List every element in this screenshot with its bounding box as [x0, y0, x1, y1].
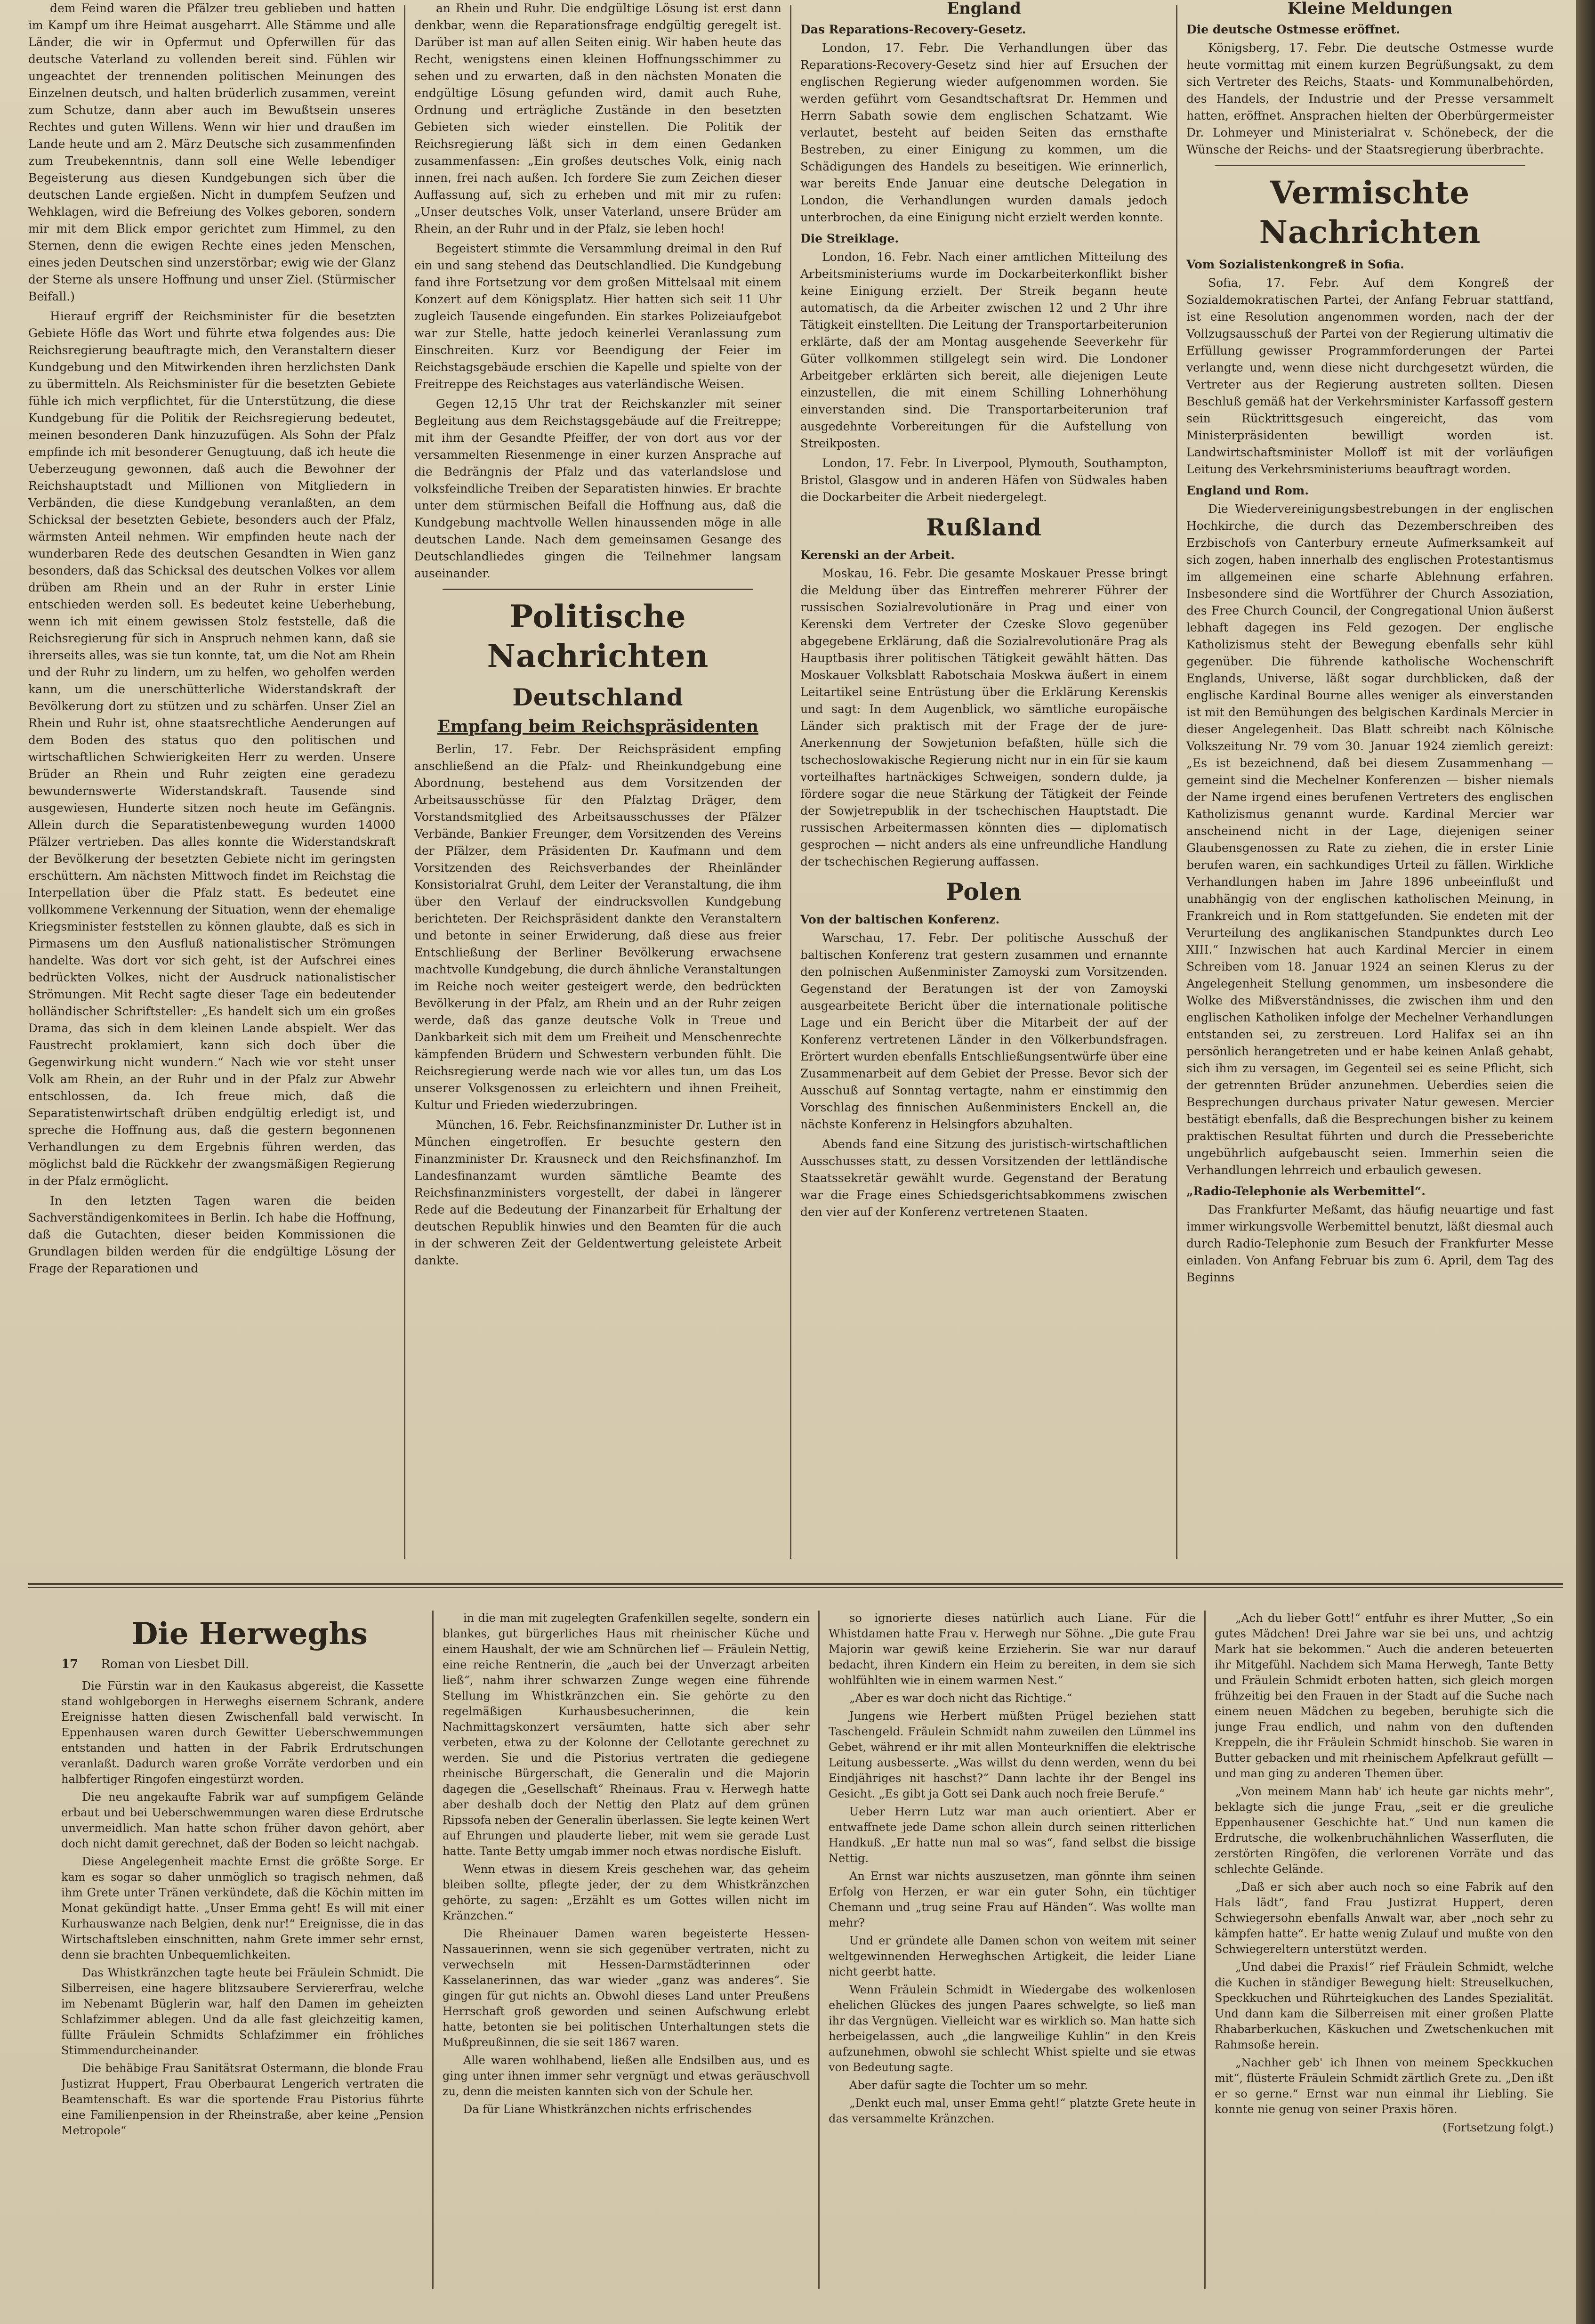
strike-kicker: Die Streiklage.	[800, 232, 899, 245]
small-news-heading: Kleine Meldungen	[1287, 0, 1453, 18]
paragraph: Wenn etwas in diesem Kreis geschehen war, das geheim bleiben sollte, pflegte jeder, der zu dem Whistkränzchen gehörte, zu sagen: „Erzählt es um Gottes willen nicht im Kränzchen.“	[443, 1862, 810, 1922]
section-divider	[1215, 165, 1525, 166]
reparations-kicker: Das Reparations-Recovery-Gesetz.	[800, 23, 1026, 36]
column-rule	[818, 1611, 820, 2289]
kerenski-kicker: Kerenski an der Arbeit.	[800, 548, 955, 562]
paragraph: Jungens wie Herbert müßten Prügel beziehen statt Taschengeld. Fräulein Schmidt nahm zuweilen den Lümmel ins Gebet, während er ihr mit allen Monteurkniffen die elektrische Leitung ausbesserte. „Was willst du denn werden, wenn du bei Eindjähriges nit haschst?“ Dann lachte ihr der Bengel ins Gesicht. „Es gibt ja Gott sei Dank auch noch freie Berufe.“	[829, 1709, 1196, 1800]
column-rule	[1176, 5, 1177, 1559]
paragraph: Moskau, 16. Febr. Die gesamte Moskauer Presse bringt die Meldung über das Eintreffen mehrerer Führer der russischen Sozialrevolutionäre in Prag und einer von Kerenski dem Vertreter der Czeske Slovo gegenüber abgegebene Erklärung, daß die Sozialrevolutionäre Prag als Hauptbasis ihrer politischen Tätigkeit gewählt hätten. Das Moskauer Volksblatt Rabotschaia Moskwa äußert in einem Leitartikel seine Entrüstung über die Erklärung Kerenskis und sagt: In dem Augenblick, wo sämtliche europäische Länder sich praktisch mit der Frage der de jure-Anerkennung der Sowjetunion befaßten, hülle sich die tschechoslowakische Regierung nicht nur in ein für sie kaum vorteilhaftes hartnäckiges Schweigen, sondern dulde, ja fördere sogar die neue Stärkung der Tätigkeit der Feinde der Sowjetrepublik in der tschechischen Hauptstadt. Die russischen Arbeitermassen könnten dies — diplomatisch gesprochen — nicht anders als eine unfreundliche Handlung der tschechischen Regierung auffassen.	[800, 567, 1168, 868]
page-edge-shadow	[1576, 0, 1595, 2324]
serial-column-4	[1215, 1611, 1554, 2303]
column-1	[28, 0, 395, 1573]
continuation-note: (Fortsetzung folgt.)	[1442, 2121, 1554, 2134]
paragraph: in die man mit zugelegten Grafenkillen segelte, sondern ein blankes, gut bürgerliches Haus mit rheinischer Küche und einem Haushalt, der wie am Schnürchen lief — Fräulein Nettig, eine reiche Rentnerin, die „auch bei der Unverzagt arbeiten ließ“, nahm ihrer schwarzen Zunge wegen eine führende Stellung im Whistkränzchen ein. Sie gehörte zu den regelmäßigen Kurhausbesucherinnen, die kein Nachmittagskonzert versäumten, hatte sich aber sehr verbeten, etwa zu der Kolonne der Cellotante gerechnet zu werden. Sie und die Pistorius vertraten die gediegene rheinische Bürgerschaft, die Generalin und die Majorin dagegen die „Gesellschaft“ Rheinaus. Frau v. Herwegh hatte aber deshalb doch der Nettig den Platz auf dem grünen Ripssofa neben der Generalin überlassen. Sie legte keinen Wert auf Ehrungen und plauderte lieber, mit wem sie gerade Lust hatte. Tante Betty umgab immer noch etwas nordische Eisluft.	[443, 1611, 810, 1858]
paragraph: Gegen 12,15 Uhr trat der Reichskanzler mit seiner Begleitung aus dem Reichstagsgebäude auf die Freitreppe; mit ihm der Gesandte Pfeiffer, der von dort aus vor der versammelten Riesenmenge in einer kurzen Ansprache auf die Bedrängnis der Pfalz und das vaterlandslose und volksfeindliche Treiben der Separatisten hinwies. Er brachte unter dem stürmischen Beifall die Hoffnung aus, daß die Kundgebung machtvolle Wellen hinaussenden möge in alle deutschen Lande. Nach dem gemeinsamen Gesange des Deutschlandliedes gingen die Teilnehmer langsam auseinander.	[414, 397, 781, 580]
paragraph: Abends fand eine Sitzung des juristisch-wirtschaftlichen Ausschusses statt, zu dessen Vorsitzenden der lettländische Staatssekretär gewählt wurde. Gegenstand der Beratung war die Frage eines Schiedsgerichtsabkommens zwischen den vier auf der Konferenz vertretenen Staaten.	[800, 1137, 1168, 1219]
serial-column-3	[829, 1611, 1196, 2303]
paragraph: „Daß er sich aber auch noch so eine Fabrik auf den Hals lädt“, fand Frau Justizrat Huppert, deren Schwiegersohn ebenfalls Anwalt war, aber „noch sehr zu kämpfen hatte“. Er hatte wenig Zulauf und mußte von den Schwiegereltern unterstützt werden.	[1215, 1880, 1554, 1956]
paragraph: Die Wiedervereinigungsbestrebungen in der englischen Hochkirche, die durch das Dezemberschreiben des Erzbischofs von Canterbury erneute Aufmerksamkeit auf sich zogen, haben innerhalb des englischen Protestantismus im allgemeinen eine scharfe Ablehnung erfahren. Insbesondere sind die Wortführer der Church Assoziation, des Free Church Council, der Congregational Union äußerst lebhaft dagegen ins Feld gezogen. Der englische Katholizismus steht der Bewegung ebenfalls sehr kühl gegenüber. Die führende katholische Wochenschrift Englands, Universe, läßt sogar durchblicken, daß der englische Kardinal Bourne alles weniger als einverstanden ist mit den Bemühungen des belgischen Kardinals Mercier in dieser Angelegenheit. Das Blatt schreibt nach Kölnische Volkszeitung Nr. 79 vom 30. Januar 1924 ziemlich gereizt: „Es ist bezeichnend, daß bei diesem Zusammenhang — gemeint sind die Mechelner Konferenzen — bisher niemals der Name irgend eines berufenen Vertreters des englischen Katholizismus genannt wurde. Kardinal Mercier war anscheinend nicht in der Lage, diejenigen seiner Glaubensgenossen zu Rate zu ziehen, die in erster Linie berufen waren, ein sachkundiges Urteil zu fällen. Wirkliche Verhandlungen haben im Jahre 1896 unbeeinflußt und unabhängig von der englischen katholischen Meinung, in Frankreich und in Rom stattgefunden. Sie endeten mit der Verurteilung des anglikanischen Standpunktes durch Leo XIII.“ Inzwischen hat auch Kardinal Mercier in einem Schreiben vom 18. Januar 1924 an seinen Klerus zu der Angelegenheit Stellung genommen, um insbesondere die Wolke des Mißverständnisses, die zwischen ihm und den englischen Katholiken infolge der Mechelner Verhandlungen entstanden sei, zu zerstreuen. Lord Halifax sei an ihn persönlich herangetreten und er habe keinen Anlaß gehabt, sich ihm zu versagen, im Gegenteil sei es seine Pflicht, sich der getrennten Brüder anzunehmen. Ueberdies seien die Besprechungen durchaus privater Natur gewesen. Mercier bestätigt ebenfalls, daß die Besprechungen bisher zu keinem praktischen Resultat führten und durch die Presseberichte ungebührlich aufgebauscht seien. Immerhin seien die Verhandlungen lehrreich und erbaulich gewesen.	[1186, 502, 1554, 1177]
serial-number: 17	[61, 1657, 79, 1671]
paragraph: Diese Angelegenheit machte Ernst die größte Sorge. Er kam es sogar so daher unmöglich so tragisch nehmen, daß ihm Grete unter Tränen verkündete, daß die Köchin mitten im Monat gekündigt hatte. „Unser Emma geht! Es will mit einer Kurhauswanze nach Belgien, denk nur!“ Ereignisse, die in das Wirtschaftsleben einschnitten, nahm Grete immer sehr ernst, denn sie brachten Unbequemlichkeiten.	[61, 1855, 424, 1961]
paragraph: Königsberg, 17. Febr. Die deutsche Ostmesse wurde heute vormittag mit einem kurzen Begrüßungsakt, zu dem sich Vertreter des Reichs, Staats- und Kommunalbehörden, des Handels, der Industrie und der Presse versammelt hatten, eröffnet. Ansprachen hielten der Oberbürgermeister Dr. Lohmeyer und Ministerialrat v. Schönebeck, der die Wünsche der Reichs- und der Staatsregierung überbrachte.	[1186, 41, 1554, 156]
paragraph: „Nachher geb' ich Ihnen von meinem Speckkuchen mit“, flüsterte Fräulein Schmidt zärtlich Grete zu. „Den ißt er so gerne.“ Ernst war nun einmal ihr Liebling. Sie konnte nie genug von seiner Praxis hören.	[1215, 2056, 1554, 2116]
paragraph: Die Fürstin war in den Kaukasus abgereist, die Kassette stand wohlgeborgen in Herweghs eisernem Schrank, andere Ereignisse hatten diesen Zwischenfall bald verwischt. In Eppenhausen waren durch Gewitter Ueberschwemmungen entstanden und hatten in der Fabrik Erdrutschungen veranlaßt. Dadurch waren große Vorräte verdorben und ein halbfertiger Ringofen eingestürzt worden.	[61, 1679, 424, 1786]
paragraph: „Denkt euch mal, unser Emma geht!“ platzte Grete heute in das versammelte Kränzchen.	[829, 2097, 1196, 2125]
paragraph: Das Whistkränzchen tagte heute bei Fräulein Schmidt. Die Silberreisen, eine hagere blitzsaubere Serviererfrau, welche im Nebenamt Büglerin war, half den Damen im geheizten Schlafzimmer ablegen. Und da alle fast gleichzeitig kamen, füllte Fräulein Schmidts Schlafzimmer ein fröhliches Stimmendurcheinander.	[61, 1966, 424, 2057]
paragraph: Die neu angekaufte Fabrik war auf sumpfigem Gelände erbaut und bei Ueberschwemmungen waren diese Erdrutsche unvermeidlich. Man hatte schon früher davon gehört, aber doch nicht damit gerechnet, daß der Boden so leicht nachgab.	[61, 1790, 424, 1850]
column-rule	[404, 5, 405, 1559]
paragraph: München, 16. Febr. Reichsfinanzminister Dr. Luther ist in München eingetroffen. Er besuchte gestern den Finanzminister Dr. Krausneck und den Reichsfinanzhof. Im Landesfinanzamt wurden sämtliche Beamte des Reichsfinanzministers vorgestellt, der dabei in längerer Rede auf die Bedeutung der Finanzarbeit für Erhaltung der deutschen Republik hinwies und den Beamten für die auch in der schweren Zeit der Geldentwertung geleistete Arbeit dankte.	[414, 1118, 781, 1267]
section-divider	[443, 589, 753, 590]
paragraph: an Rhein und Ruhr. Die endgültige Lösung ist erst dann denkbar, wenn die Reparationsfrage endgültig geregelt ist. Darüber ist man auf allen Seiten einig. Wir haben heute das Recht, wenigstens einen kleinen Hoffnungsschimmer zu sehen und zu erwarten, daß in den nächsten Monaten die endgültige Lösung gefunden wird, damit auch Ruhe, Ordnung und erträgliche Zustände in den besetzten Gebieten sich wieder einstellen. Die Politik der Reichsregierung läßt sich in dem einen Gedanken zusammenfassen: „Ein großes deutsches Volk, einig nach innen, frei nach außen. Ich fordere Sie zum Zeichen dieser Auffassung auf, sich zu erheben und mit mir zu rufen: „Unser deutsches Volk, unser Vaterland, unsere Brüder am Rhein, an der Ruhr und in der Pfalz, sie leben hoch!	[414, 1, 781, 235]
ostmesse-kicker: Die deutsche Ostmesse eröffnet.	[1186, 23, 1401, 36]
column-4	[1186, 0, 1554, 1573]
sofia-kicker: Vom Sozialistenkongreß in Sofia.	[1186, 258, 1404, 271]
baltic-kicker: Von der baltischen Konferenz.	[800, 913, 1000, 926]
paragraph: Berlin, 17. Febr. Der Reichspräsident empfing anschließend an die Pfalz- und Rheinkundgebung eine Abordnung, bestehend aus dem Vorsitzenden der Arbeitsausschüsse für den Pfalztag Dräger, dem Vorstandsmitglied des Arbeitsausschusses der Pfälzer Verbände, Bankier Freunger, dem Vorsitzenden des Vereins der Pfälzer, dem Präsidenten Dr. Kaufmann und dem Vorsitzenden des Reichsverbandes der Rheinländer Konsistorialrat Gruhl, dem Leiter der Veranstaltung, die ihm über den Verlauf der eindrucksvollen Kundgebung berichteten. Der Reichspräsident dankte den Veranstaltern und betonte in seiner Erwiderung, daß diese aus freier Entschließung der Berliner Bevölkerung erwachsene machtvolle Kundgebung, die durch ähnliche Veranstaltungen im Reiche noch weiter gesteigert werde, den bedrückten Bevölkerung in der Pfalz, am Rhein und an der Ruhr zeigen werde, daß das ganze deutsche Volk in Treue und Dankbarkeit sich mit dem um Freiheit und Menschenrechte kämpfenden Brüdern und Schwestern verbunden fühlt. Die Reichsregierung werde nach wie vor alles tun, um das Los unserer Volksgenossen zu erleichtern und ihnen Freiheit, Kultur und Frieden wiederzubringen.	[414, 742, 781, 1112]
politics-heading: Politische Nachrichten	[487, 598, 709, 674]
paragraph: Die behäbige Frau Sanitätsrat Ostermann, die blonde Frau Justizrat Huppert, Frau Oberbaurat Lengerich vertraten die Beamtenschaft. Es war die sportende Frau Pistorius führte eine Familienpension in der Rheinstraße, aber keine „Pension Metropole“	[61, 2062, 424, 2137]
paragraph: London, 17. Febr. In Liverpool, Plymouth, Southampton, Bristol, Glasgow und in anderen Häfen von Südwales haben die Dockarbeiter die Arbeit niedergelegt.	[800, 456, 1168, 504]
paragraph: Alle waren wohlhabend, ließen alle Endsilben aus, und es ging unter ihnen immer sehr vergnügt und etwas geräuschvoll zu, denn die meisten kannten sich von der Schule her.	[443, 2054, 810, 2098]
serial-column-1	[61, 1611, 424, 2303]
paragraph: „Von meinem Mann hab' ich heute gar nichts mehr“, beklagte sich die junge Frau, „seit er die greuliche Eppenhausener Geschichte hat.“ Und nun kamen die Erdrutsche, die wolkenbruchähnlichen Wasserfluten, die zerstörten Ringöfen, die verlorenen Vorräte und das schlechte Gelände.	[1215, 1785, 1554, 1876]
paragraph: In den letzten Tagen waren die beiden Sachverständigenkomitees in Berlin. Ich habe die Hoffnung, daß die Gutachten, dieser beiden Kommissionen die Grundlagen bilden werden für die endgültige Lösung der Frage der Reparationen und	[28, 1194, 395, 1275]
germany-heading: Deutschland	[512, 683, 684, 711]
paragraph: Aber dafür sagte die Tochter um so mehr.	[849, 2079, 1088, 2092]
paragraph: so ignorierte dieses natürlich auch Liane. Für die Whistdamen hatte Frau v. Herwegh nur Söhne. „Die gute Frau Majorin war gewiß keine Erzieherin. Sie war nur darauf bedacht, ihren Kindern ein Heim zu bereiten, in dem sie sich wohlfühlten wie in einem warmen Nest.“	[829, 1611, 1196, 1687]
column-2	[414, 0, 781, 1573]
paragraph: „Aber es war doch nicht das Richtige.“	[849, 1692, 1072, 1705]
paragraph: Begeistert stimmte die Versammlung dreimal in den Ruf ein und sang stehend das Deutschlandlied. Die Kundgebung fand ihre Fortsetzung vor dem großen Mittelsaal mit einem Konzert auf dem Königsplatz. Hier hatten sich seit 11 Uhr zugleich Tausende eingefunden. Ein starkes Polizeiaufgebot war zur Stelle, hatte jedoch keinerlei Veranlassung zum Einschreiten. Kurz vor Beendigung der Feier im Reichstagsgebäude erschien die Kapelle und spielte von der Freitreppe des Reichstages aus vaterländische Weisen.	[414, 242, 781, 391]
serial-author: Roman von Liesbet Dill.	[101, 1657, 250, 1671]
paragraph: Hierauf ergriff der Reichsminister für die besetzten Gebiete Höfle das Wort und führte etwa folgendes aus: Die Reichsregierung beauftragte mich, den Veranstaltern dieser Kundgebung und den Mitwirkenden ihren herzlichsten Dank zu übermitteln. Als Reichsminister für die besetzten Gebiete fühle ich mich verpflichtet, für die Unterstützung, die diese Kundgebung für die Politik der Reichsregierung bedeutet, meinen besonderen Dank hinzuzufügen. Als Sohn der Pfalz empfinde ich mit besonderer Genugtuung, daß ich heute die Ueberzeugung gewonnen, daß auch die Bewohner der Reichshauptstadt und Millionen von Mitgliedern in Verbänden, die diese Kundgebung veranlaßten, an dem Schicksal der besetzten Gebiete, besonders auch der Pfalz, wärmsten Anteil nehmen. Wir empfinden heute nach der wunderbaren Rede des deutschen Gesandten in Wien ganz besonders, daß das Schicksal des deutschen Volkes vor allem drüben am Rhein und an der Ruhr in erster Linie entschieden werden soll. Es bedeutet keine Ueberhebung, wenn ich mit einem gewissen Stolz feststelle, daß die Reichsregierung für sich in Anspruch nehmen kann, daß sie ihrerseits alles, was sie tun konnte, tat, um die Not am Rhein und der Ruhr zu lindern, um zu helfen, wo geholfen werden kann, um die unerschütterliche Widerstandskraft der Bevölkerung dort zu stützen und zu schärfen. Unser Ziel an Rhein und Ruhr ist, ohne staatsrechtliche Aenderungen auf dem Boden des status quo den politischen und wirtschaftlichen Schwierigkeiten Herr zu werden. Unsere Brüder an Rhein und Ruhr zeigten eine geradezu bewundernswerte Widerstandskraft. Tausende sind ausgewiesen, Hunderte sitzen noch heute im Gefängnis. Allein durch die Separatistenbewegung wurden 14000 Pfälzer vertrieben. Das alles konnte die Widerstandskraft der Bevölkerung der besetzten Gebiete nicht im geringsten erschüttern. Am nächsten Mittwoch findet im Reichstag die Interpellation über die Pfalz statt. Es bedeutet eine vollkommene Verkennung der Situation, wenn der ehemalige Kriegsminister feststellen zu können glaubte, daß es sich in Pirmasens um den Ausfluß nationalistischer Strömungen handelte. Was dort vor sich geht, ist der Aufschrei eines bedrückten Volkes, nicht der Ausdruck nationalistischer Strömungen. Mit Recht sagte dieser Tage ein bedeutender holländischer Schriftsteller: „Es handelt sich um ein großes Drama, das sich in dem kleinen Lande abspielt. Wer das Faustrecht proklamiert, kann sich doch über die Gegenwirkung nicht wundern.“ Nach wie vor steht unser Volk am Rhein, an der Ruhr und in der Pfalz zur Abwehr entschlossen, da. Ich freue mich, daß die Separatistenwirtschaft drüben endgültig erledigt ist, und spreche die Hoffnung aus, daß die gestern begonnenen Verhandlungen zu dem Ergebnis führen werden, das möglichst bald die Rückkehr der zwangsmäßigen Regierung in der Pfalz ermöglicht.	[28, 309, 395, 1188]
paragraph: Da für Liane Whistkränzchen nichts erfrischendes	[463, 2103, 752, 2116]
paragraph: Sofia, 17. Febr. Auf dem Kongreß der Sozialdemokratischen Partei, der Anfang Februar stattfand, ist eine Resolution angenommen worden, nach der der Vollzugsausschuß der Partei von der Regierung ultimativ die Erfüllung gewisser Programmforderungen der Partei verlangte und, wenn diese nicht durchgesetzt würden, die Vertreter aus der Regierung austreten sollten. Diesen Beschluß gemäß hat der Verkehrsminister Karfassoff gestern sein Rücktrittsgesuch eingereicht, das vom Ministerpräsidenten bewilligt worden ist. Landwirtschaftsminister Molloff ist mit der vorläufigen Leitung des Verkehrsministeriums beauftragt worden.	[1186, 276, 1554, 476]
paragraph: London, 16. Febr. Nach einer amtlichen Mitteilung des Arbeitsministeriums wurde im Dockarbeiterkonflikt bisher keine Einigung erzielt. Der Streik begann heute automatisch, da die Arbeiter zwischen 12 und 2 Uhr ihre Tätigkeit einstellten. Die Leitung der Transportarbeiterunion erklärte, daß der am Montag ausgehende Seeverkehr für Güter vollkommen stillgelegt sein wird. Die Londoner Arbeitgeber erklärten sich bereit, alle diejenigen Leute einzustellen, die mit einem Schilling Lohnerhöhung einverstanden sind. Die Transportarbeiterunion traf ausgedehnte Vorbereitungen für die Aufstellung von Streikposten.	[800, 250, 1168, 450]
paragraph: Ueber Herrn Lutz war man auch orientiert. Aber er entwaffnete jede Dame schon allein durch seinen ritterlichen Handkuß. „Er hatte nun mal so was“, fand selbst die bissige Nettig.	[829, 1805, 1196, 1865]
paragraph: Wenn Fräulein Schmidt in Wiedergabe des wolkenlosen ehelichen Glückes des jungen Paares schwelgte, so ließ man ihr das Vergnügen. Vielleicht war es wirklich so. Man hatte sich herbeigelassen, auch „die langweilige Kuhlin“ in den Kreis aufzunehmen, obwohl sie schlecht Whist spielte und sie etwas von Bedeutung sagte.	[829, 1983, 1196, 2074]
column-rule	[1204, 1611, 1206, 2289]
feuilleton-rule	[28, 1587, 1563, 1588]
paragraph: Warschau, 17. Febr. Der politische Ausschuß der baltischen Konferenz trat gestern zusammen und ernannte den polnischen Außenminister Zamoyski zum Vorsitzenden. Gegenstand der Beratungen ist der von Zamoyski ausgearbeitete Bericht über die internationale politische Lage und ein Bericht über die Mitarbeit der auf der Konferenz vertretenen Länder in den Völkerbundsfragen. Erörtert wurden ebenfalls Entschließungsentwürfe über eine Zusammenarbeit auf dem Gebiet der Presse. Bevor sich der Ausschuß auf Sonntag vertagte, nahm er einstimmig den Vorschlag des finnischen Außenministers Enckell an, die nächste Konferenz in Helsingfors abzuhalten.	[800, 931, 1168, 1131]
russia-heading: Rußland	[926, 513, 1042, 541]
feuilleton-rule	[28, 1583, 1563, 1585]
column-rule	[432, 1611, 434, 2289]
serial-byline	[61, 1656, 424, 1673]
paragraph: London, 17. Febr. Die Verhandlungen über das Reparations-Recovery-Gesetz sind hier auf Ersuchen der englischen Regierung wieder aufgenommen worden. Sie werden geführt vom Gesandtschaftsrat Dr. Hemmen und Herrn Sabath sowie dem englischen Schatzamt. Wie verlautet, besteht auf beiden Seiten das ernsthafte Bestreben, zu einer Einigung zu kommen, um die Schädigungen des Handels zu beseitigen. Wie erinnerlich, war bereits Ende Januar eine deutsche Delegation in London, die Verhandlungen wurden damals jedoch unterbrochen, da eine Einigung nicht erzielt werden konnte.	[800, 41, 1168, 224]
misc-news-heading: Vermischte Nachrichten	[1259, 174, 1481, 251]
paragraph: Die Rheinauer Damen waren begeisterte Hessen-Nassauerinnen, wenn sie sich gegenüber vertraten, nicht zu verwechseln mit Hessen-Darmstädterinnen oder Kasselanerinnen, das war wieder „ganz was anderes“. Sie gingen für gut nichts an. Obwohl dieses Land unter Preußens Herrschaft groß geworden und seinen Aufschwung erlebt hatte, betonten sie bei politischen Unterhaltungen stets die Mußpreußinnen, die sie seit 1867 waren.	[443, 1927, 810, 2049]
reception-heading: Empfang beim Reichspräsidenten	[437, 717, 758, 737]
serial-column-2	[443, 1611, 810, 2303]
england-heading: England	[947, 0, 1021, 18]
england-rome-kicker: England und Rom.	[1186, 484, 1309, 497]
serial-title: Die Herweghs	[132, 1616, 368, 1652]
paragraph: „Ach du lieber Gott!“ entfuhr es ihrer Mutter, „So ein gutes Mädchen! Drei Jahre war sie bei uns, und achtzig Mark hat sie bekommen.“ Auch die anderen beteuerten ihr Mitgefühl. Nachdem sich Mama Herwegh, Tante Betty und Fräulein Schmidt erboten hatten, sich gleich morgen frühzeitig bei den Frauen in der Stadt auf die Suche nach einem neuen Mädchen zu begeben, beruhigte sich die junge Frau endlich, und nahm von den duftenden Kreppeln, die ihr Fräulein Schmidt hinschob. Sie waren in Butter gebacken und mit rheinischem Apfelkraut gefüllt — und man ging zu anderen Themen über.	[1215, 1611, 1554, 1780]
paragraph: dem Feind waren die Pfälzer treu geblieben und hatten im Kampf um ihre Heimat ausgeharrt. Alle Stämme und alle Länder, die wir in Opfermut und Opferwillen für das deutsche Vaterland zu vollenden bereit sind. Fühlen wir ungeachtet der trennenden politischen Meinungen des Einzelnen deutsch, und halten brüderlich zusammen, vereint zum Schutze, dann aber auch im Bewußtsein unseres Rechtes und guten Willens. Wenn wir hier und draußen im Lande heute und am 2. März Deutsche sich zusammenfinden zum Treubekenntnis, dann soll eine Welle lebendiger Begeisterung aus diesen Kundgebungen sich über die deutschen Lande ergießen. Nicht in dumpfem Seufzen und Wehklagen, wird die Befreiung des Volkes geboren, sondern mir mit dem Blick empor gerichtet zum Himmel, zu den Sternen, denn die ewigen Rechte eines jeden Menschen, eines jeden Deutschen sind unzerstörbar; ewig wie der Glanz der Sterne als unsere Hoffnung und unser Ziel. (Stürmischer Beifall.)	[28, 1, 395, 303]
feuilleton-section	[19, 1592, 1572, 2308]
poland-heading: Polen	[946, 878, 1022, 906]
column-rule	[790, 5, 791, 1559]
radio-kicker: „Radio-Telephonie als Werbemittel“.	[1186, 1184, 1426, 1198]
news-section	[19, 0, 1572, 1582]
paragraph: „Und dabei die Praxis!“ rief Fräulein Schmidt, welche die Kuchen in ständiger Bewegung hielt: Streuselkuchen, Speckkuchen und Rührteigkuchen des Landes Spezialität. Und dann kam die Silberreisen mit einer großen Platte Rhabarberkuchen, Käskuchen und Zwetschenkuchen mit Rahmsoße herein.	[1215, 1960, 1554, 2051]
paragraph: An Ernst war nichts auszusetzen, man gönnte ihm seinen Erfolg von Herzen, er war ein guter Sohn, ein tüchtiger Chemann und „trug seine Frau auf Händen“. Was wollte man mehr?	[829, 1870, 1196, 1929]
paragraph: Und er gründete alle Damen schon von weitem mit seiner weltgewinnenden Herweghschen Artigkeit, die leider Liane nicht geerbt hatte.	[829, 1934, 1196, 1978]
column-3	[800, 0, 1168, 1573]
paragraph: Das Frankfurter Meßamt, das häufig neuartige und fast immer wirkungsvolle Werbemittel benutzt, läßt diesmal auch durch Radio-Telephonie zum Besuch der Frankfurter Messe einladen. Von Anfang Februar bis zum 6. April, dem Tag des Beginns	[1186, 1203, 1554, 1284]
